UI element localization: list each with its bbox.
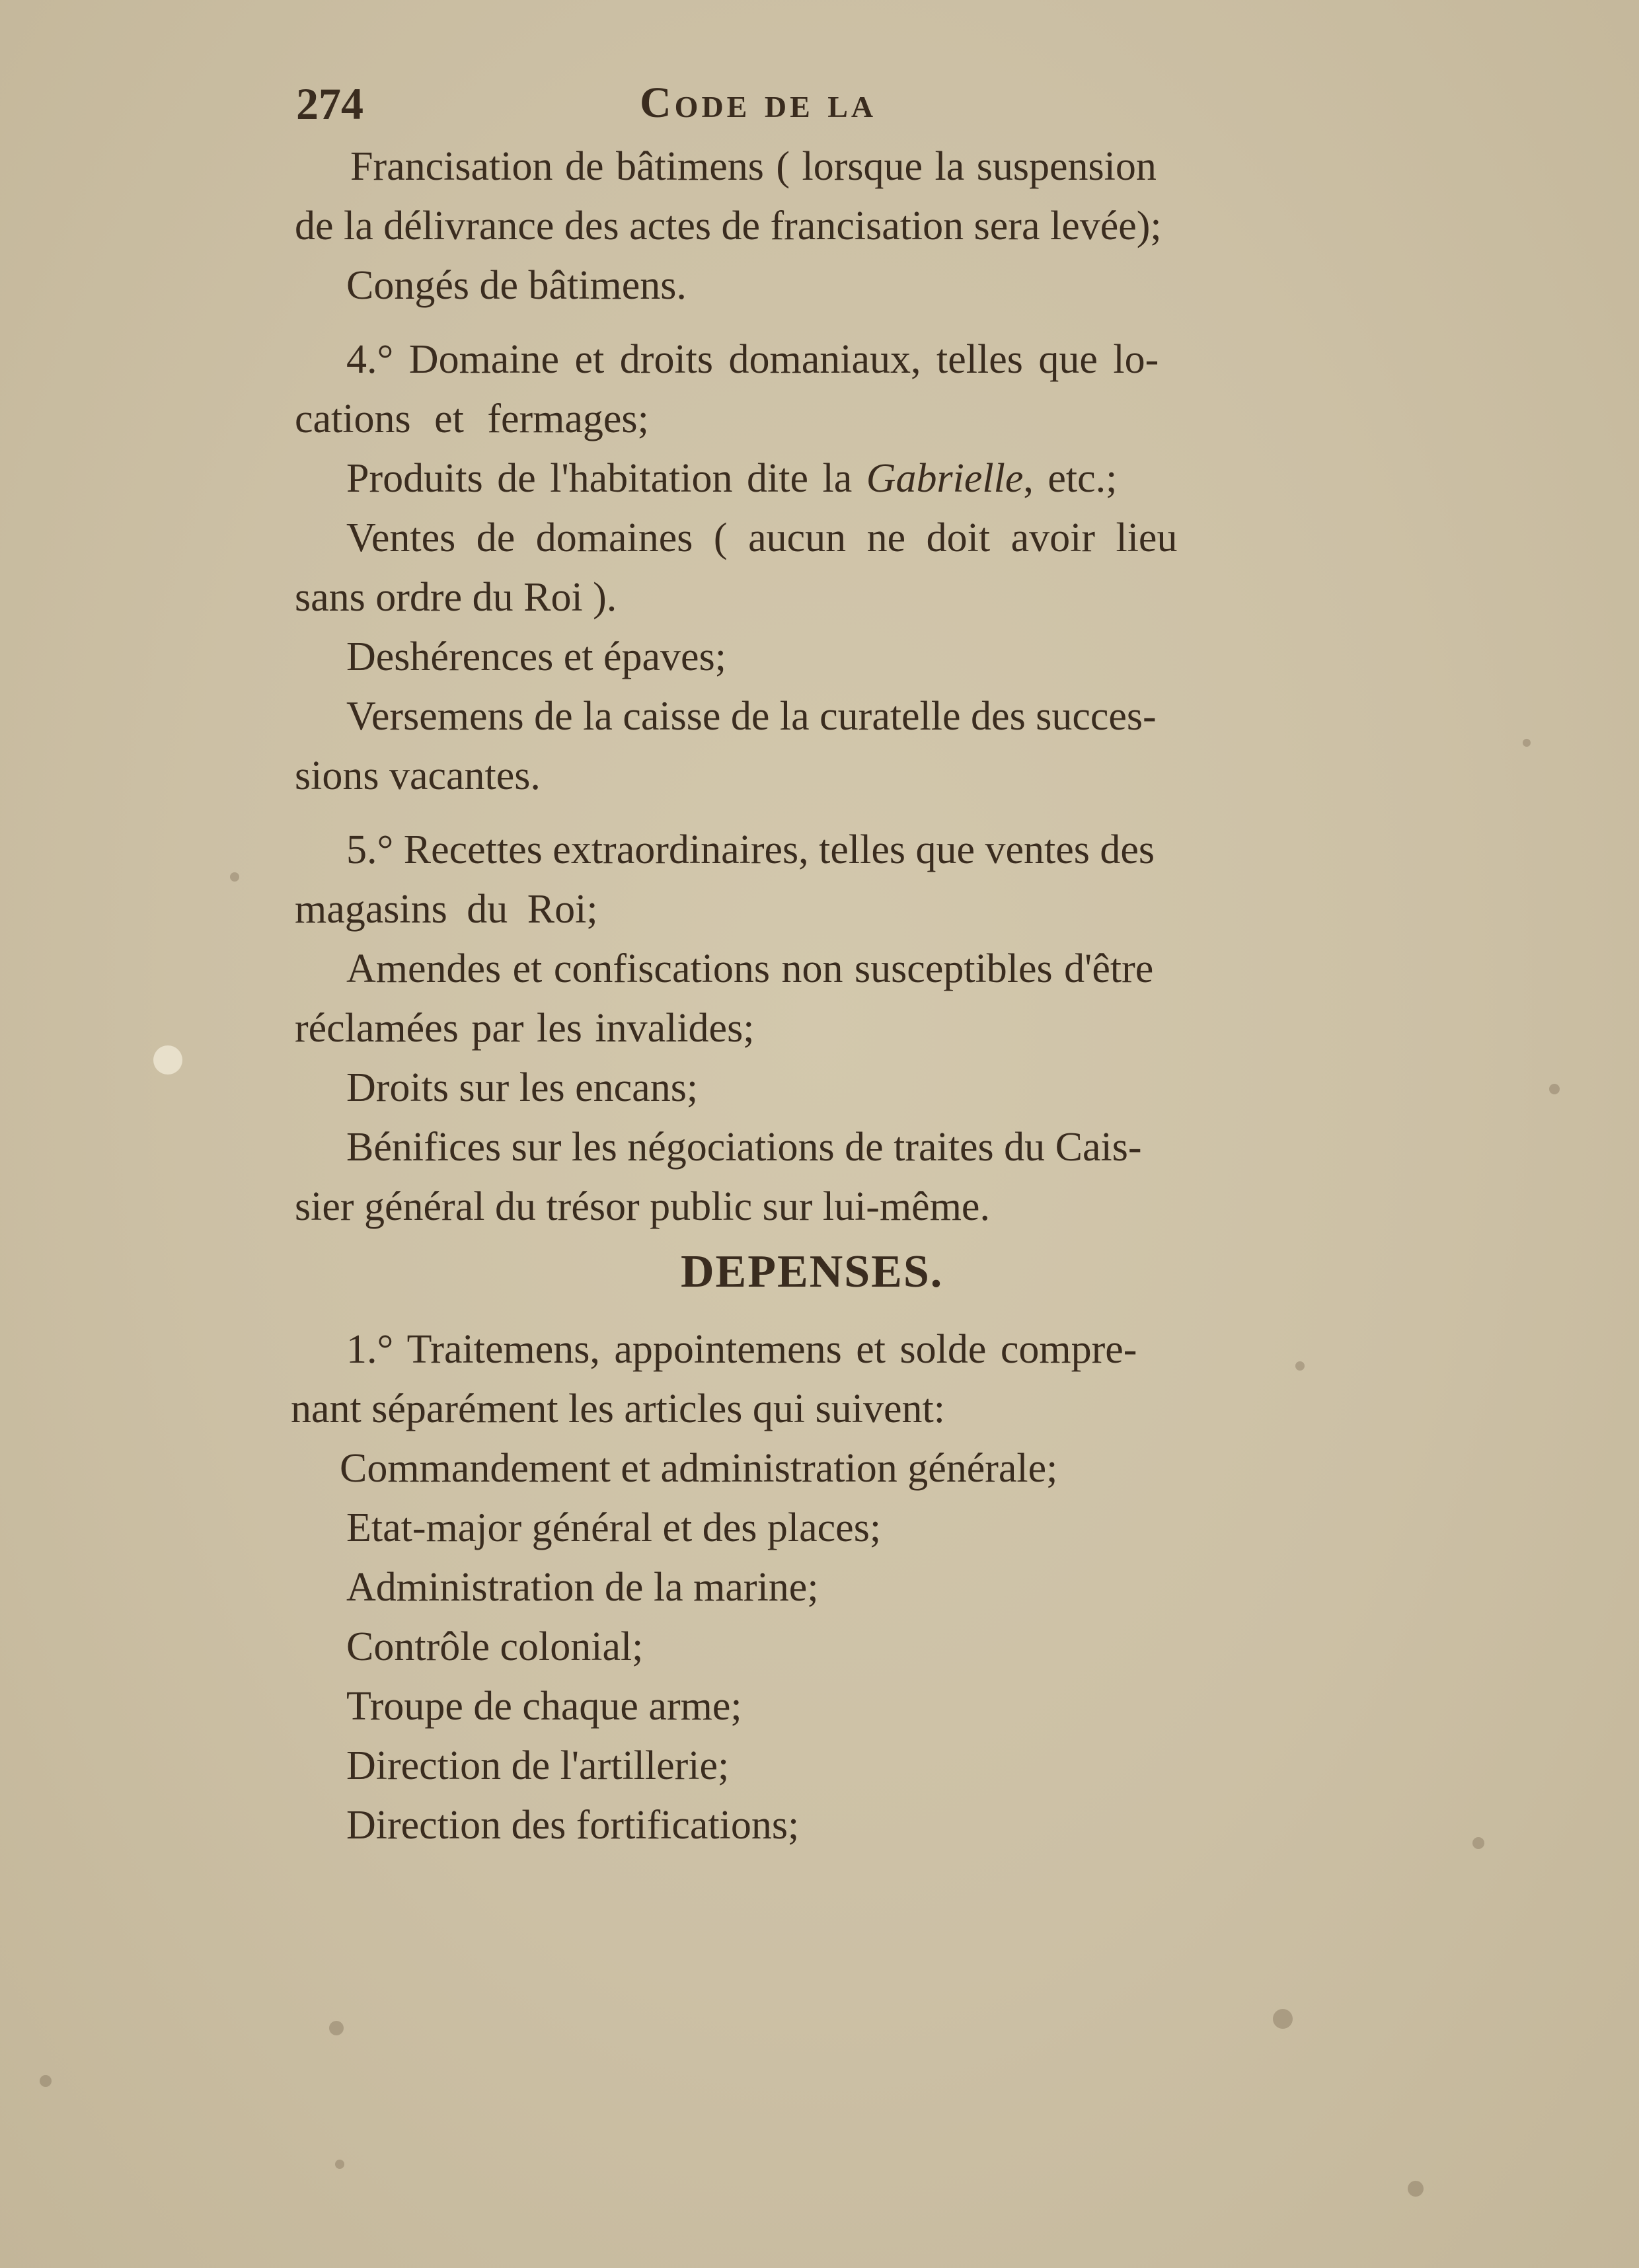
paper-speck	[1273, 2009, 1293, 2029]
text-line: réclamées par les invalides;	[295, 1006, 755, 1051]
text-line: Ventes de domaines ( aucun ne doit avoir lieu	[346, 515, 1178, 560]
text-line: 4.° Domaine et droits domaniaux, telles que lo-	[346, 337, 1159, 382]
paper-speck	[1408, 2181, 1424, 2197]
page-number: 274	[296, 79, 363, 129]
section-heading: DEPENSES.	[681, 1246, 944, 1297]
text-line: nant séparément les articles qui suivent:	[291, 1386, 945, 1431]
text-line: Droits sur les encans;	[346, 1065, 699, 1110]
running-head: Code de la	[640, 79, 877, 127]
text-segment: Produits de l'habitation dite la	[346, 456, 866, 501]
text-line: Direction de l'artillerie;	[346, 1743, 730, 1788]
text-line: Bénifices sur les négociations de traites du Cais-	[346, 1125, 1142, 1170]
text-line: sans ordre du Roi ).	[295, 575, 617, 620]
text-line: Versemens de la caisse de la curatelle des succes-	[346, 694, 1157, 739]
paper-speck	[40, 2075, 52, 2087]
text-line: Contrôle colonial;	[346, 1624, 644, 1669]
text-line: Amendes et confiscations non susceptibles d'être	[346, 946, 1154, 991]
text-line: Direction des fortifications;	[346, 1803, 800, 1848]
text-line	[346, 452, 1117, 505]
text-line: Etat-major général et des places;	[346, 1505, 882, 1550]
text-line: Troupe de chaque arme;	[346, 1684, 742, 1729]
text-line: cations et fermages;	[295, 397, 649, 441]
page-header	[296, 78, 1380, 144]
text-line: magasins du Roi;	[295, 887, 598, 932]
text-line: Commandement et administration générale;	[340, 1446, 1058, 1491]
text-segment: , etc.;	[1023, 456, 1118, 501]
text-line: de la délivrance des actes de francisation sera levée);	[295, 204, 1162, 248]
text-line: Administration de la marine;	[346, 1565, 819, 1610]
italic-name: Gabrielle	[866, 456, 1024, 501]
text-line: Congés de bâtimens.	[346, 263, 687, 308]
paper-speck	[329, 2021, 344, 2035]
text-line: 1.° Traitemens, appointemens et solde compre-	[346, 1327, 1137, 1372]
text-line: Deshérences et épaves;	[346, 634, 726, 679]
page-body	[0, 140, 1639, 1924]
paper-speck	[335, 2160, 344, 2169]
text-line: sier général du trésor public sur lui-même.	[295, 1184, 990, 1229]
text-line: 5.° Recettes extraordinaires, telles que ventes des	[346, 827, 1155, 872]
text-line: sions vacantes.	[295, 753, 541, 798]
text-line: Francisation de bâtimens ( lorsque la suspension	[350, 144, 1157, 189]
